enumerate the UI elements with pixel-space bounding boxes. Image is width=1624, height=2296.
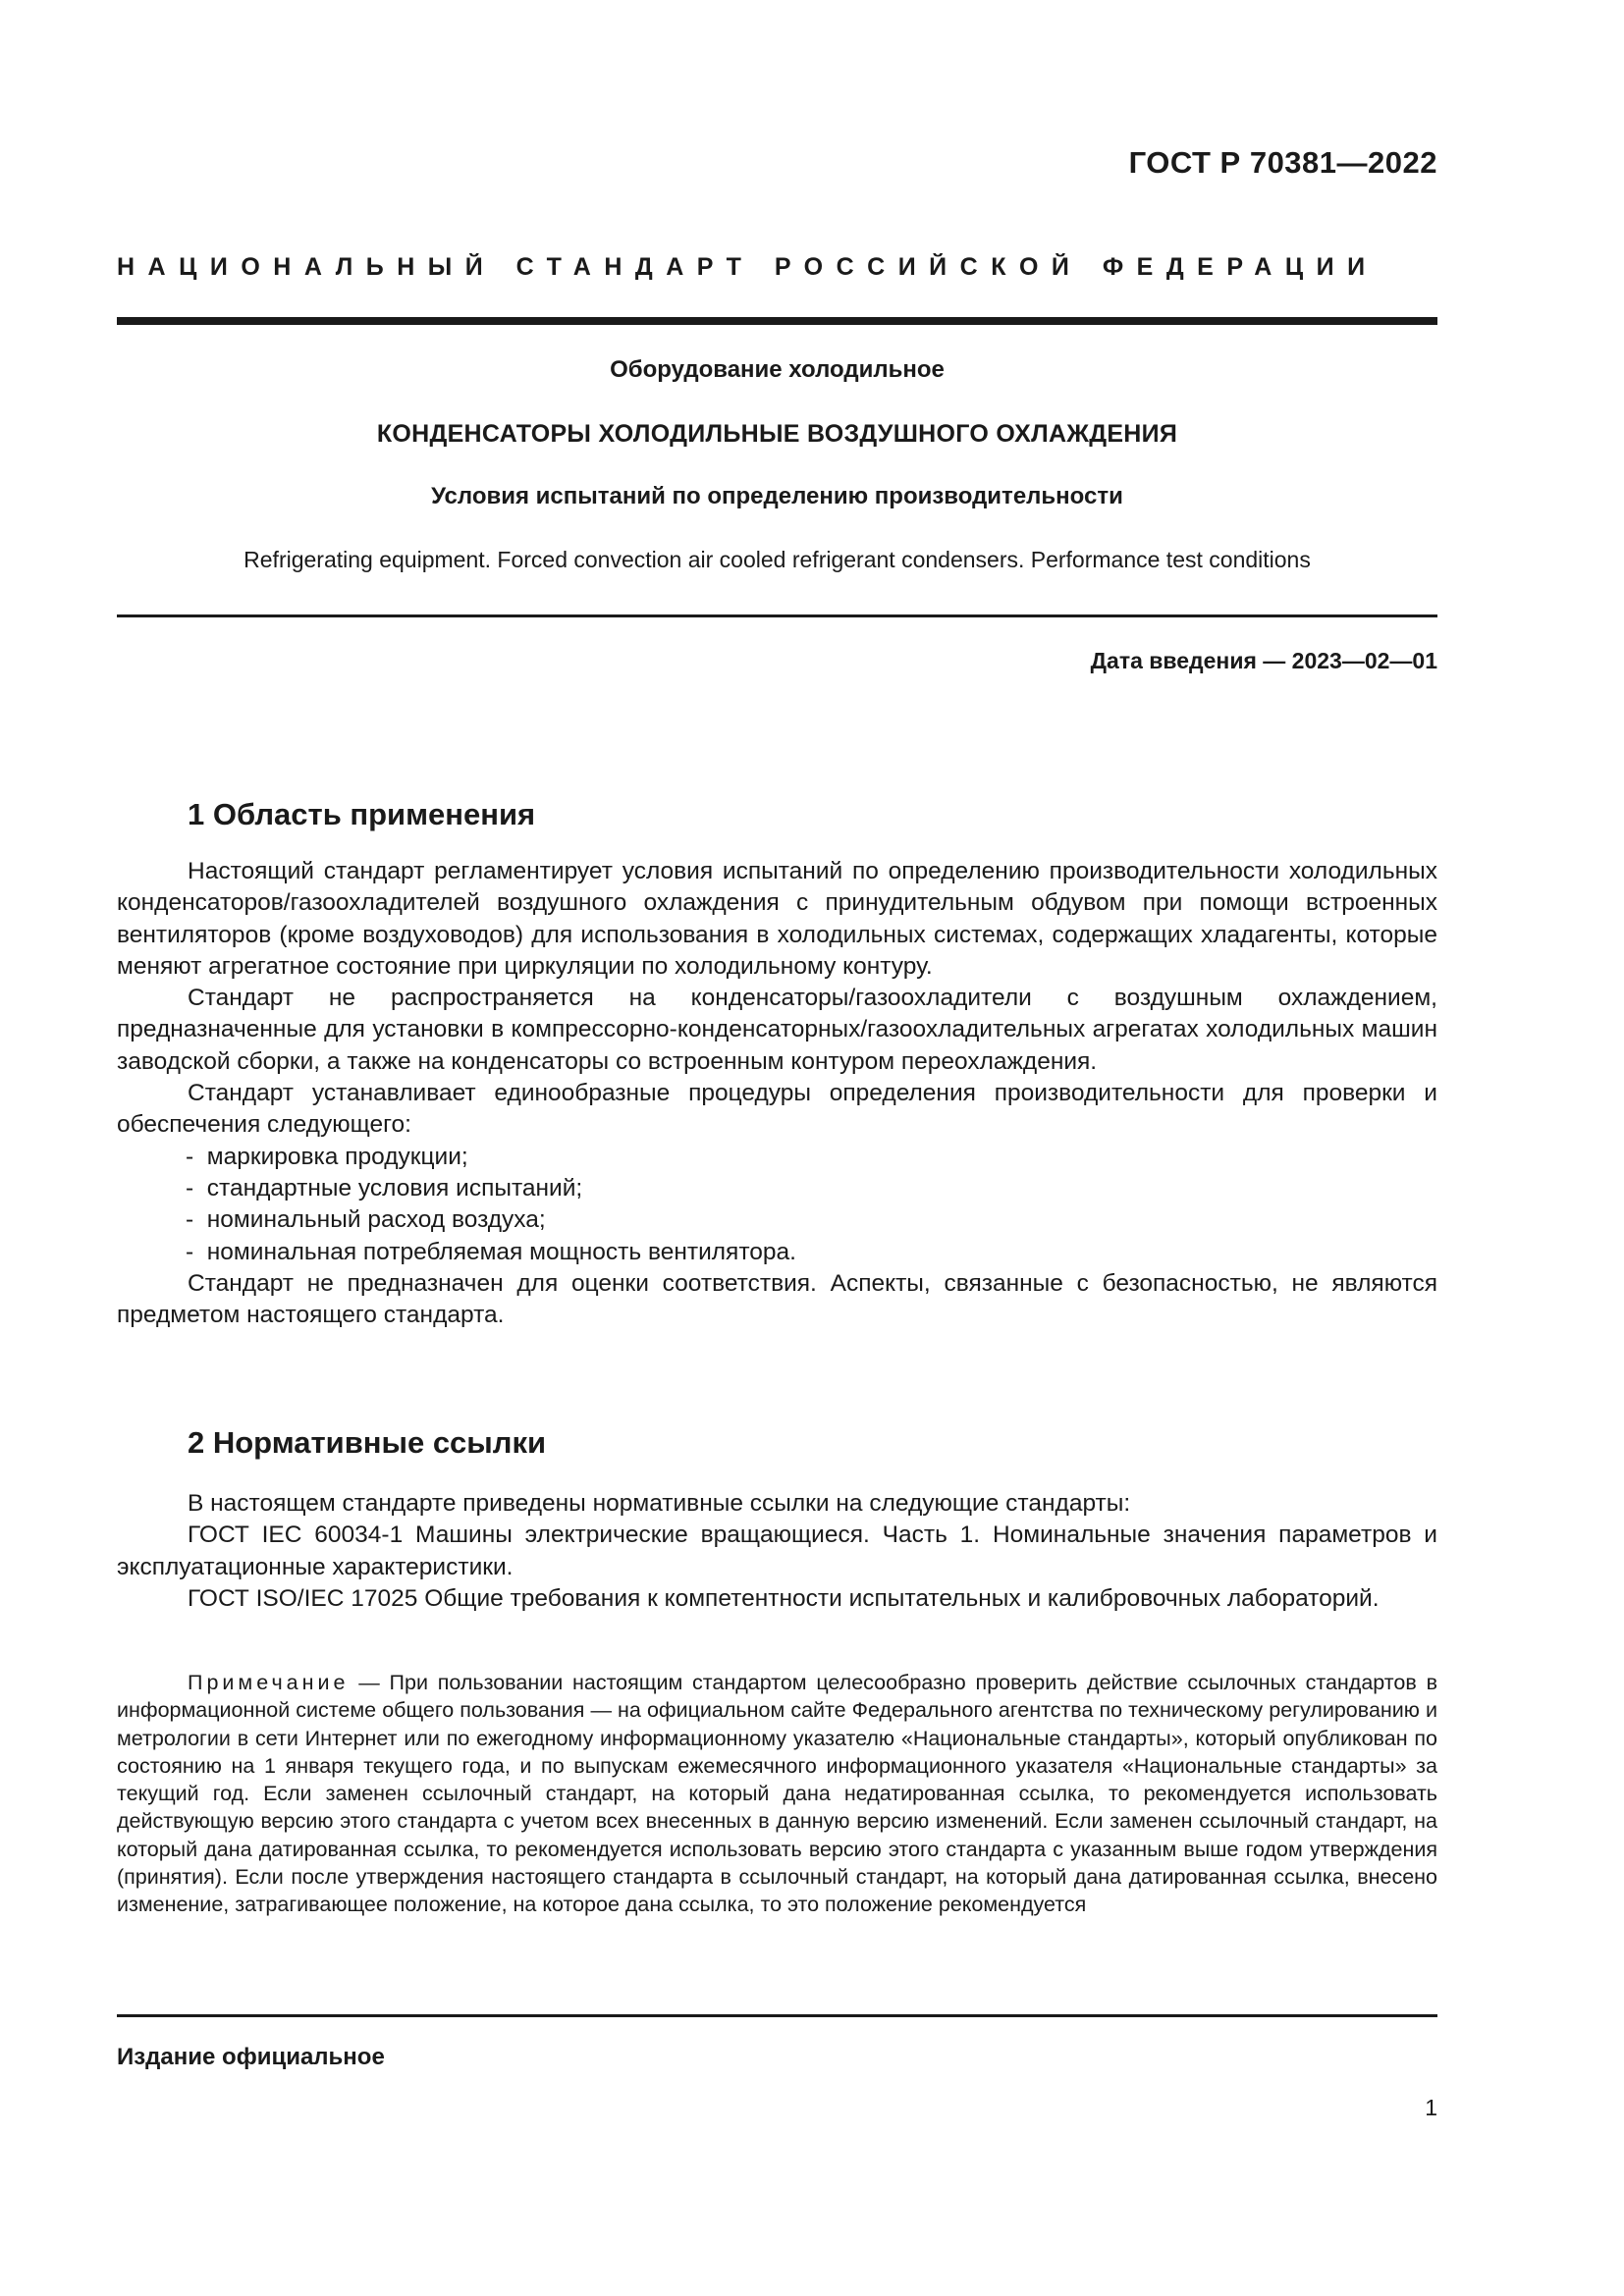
- subtitle: Условия испытаний по определению производительности: [431, 483, 1123, 509]
- scope-list: [117, 1142, 1437, 1268]
- english-title: Refrigerating equipment. Forced convection air cooled refrigerant condensers. Performance test conditions: [244, 547, 1311, 572]
- list-item: - стандартные условия испытаний;: [186, 1173, 1437, 1204]
- paragraph: Стандарт не предназначен для оценки соответствия. Аспекты, связанные с безопасностью, не являются предметом настоящего стандарта.: [117, 1269, 1437, 1329]
- section-2-heading: 2 Нормативные ссылки: [188, 1425, 547, 1460]
- page-number: 1: [1425, 2095, 1437, 2120]
- section-1-heading: 1 Область применения: [188, 797, 536, 831]
- intro-date: Дата введения — 2023—02—01: [1090, 648, 1437, 673]
- section-1-body: [117, 856, 1437, 1331]
- paragraph: В настоящем стандарте приведены нормативные ссылки на следующие стандарты:: [188, 1490, 1131, 1517]
- main-title: КОНДЕНСАТОРЫ ХОЛОДИЛЬНЫЕ ВОЗДУШНОГО ОХЛАЖДЕНИЯ: [376, 420, 1178, 448]
- list-item: - номинальная потребляемая мощность вентилятора.: [186, 1237, 1437, 1268]
- equipment-title: Оборудование холодильное: [610, 356, 945, 383]
- list-item: - маркировка продукции;: [186, 1142, 1437, 1173]
- standard-number: ГОСТ Р 70381—2022: [1128, 145, 1437, 180]
- paragraph: Стандарт устанавливает единообразные процедуры определения производительности для проверки и обеспечения следующего:: [117, 1080, 1437, 1139]
- note-text: — При пользовании настоящим стандартом целесообразно проверить действие ссылочных стандартов в информационной системе общего пользования — на официальном сайте Федерального агентства по техническому регулированию и метрологии в сети Интернет или по ежегодному информационному указателю «Национальные стандарты», который опубликован по состоянию на 1 января текущего года, и по выпускам ежемесячного информационного указателя «Национальные стандарты» за текущий год. Если заменен ссылочный стандарт, на который дана недатированная ссылка, то рекомендуется использовать действующую версию этого стандарта с учетом всех внесенных в данную версию изменений. Если заменен ссылочный стандарт, на который дана датированная ссылка, то рекомендуется использовать версию этого стандарта с указанным выше годом утверждения (принятия). Если после утверждения настоящего стандарта в ссылочный стандарт, на который дана датированная ссылка, внесено изменение, затрагивающее положение, на которое дана ссылка, то это положение рекомендуется: [117, 1671, 1437, 1917]
- paragraph: Настоящий стандарт регламентирует условия испытаний по определению производительности холодильных конденсаторов/газоохладителей воздушного охлаждения с принудительным обдувом при помощи встроенных вентиляторов (кроме воздуховодов) для использования в холодильных системах, содержащих хладагенты, которые меняют агрегатное состояние при циркуляции по холодильному контуру.: [117, 858, 1437, 980]
- note-label: Примечание: [188, 1671, 350, 1694]
- paragraph: ГОСТ ISO/IEC 17025 Общие требования к компетентности испытательных и калибровочных лабораторий.: [188, 1584, 1380, 1612]
- edition-label: Издание официальное: [117, 2044, 385, 2070]
- paragraph: ГОСТ IEC 60034-1 Машины электрические вращающиеся. Часть 1. Номинальные значения параметров и эксплуатационные характеристики.: [117, 1522, 1437, 1580]
- header-rule: [117, 317, 1437, 325]
- paragraph: Стандарт не распространяется на конденсаторы/газоохладители с воздушным охлаждением, предназначенные для установки в компрессорно-конденсаторных/газоохладительных агрегатах холодильных машин заводской сборки, а также на конденсаторы со встроенным контуром переохлаждения.: [117, 985, 1437, 1075]
- footer-rule: [117, 2014, 1437, 2017]
- note: [117, 1669, 1437, 1919]
- title-rule: [117, 614, 1437, 617]
- section-2-body: [117, 1488, 1437, 1615]
- list-item: - номинальный расход воздуха;: [186, 1204, 1437, 1236]
- national-standard-banner: НАЦИОНАЛЬНЫЙ СТАНДАРТ РОССИЙСКОЙ ФЕДЕРАЦИИ: [117, 253, 1379, 281]
